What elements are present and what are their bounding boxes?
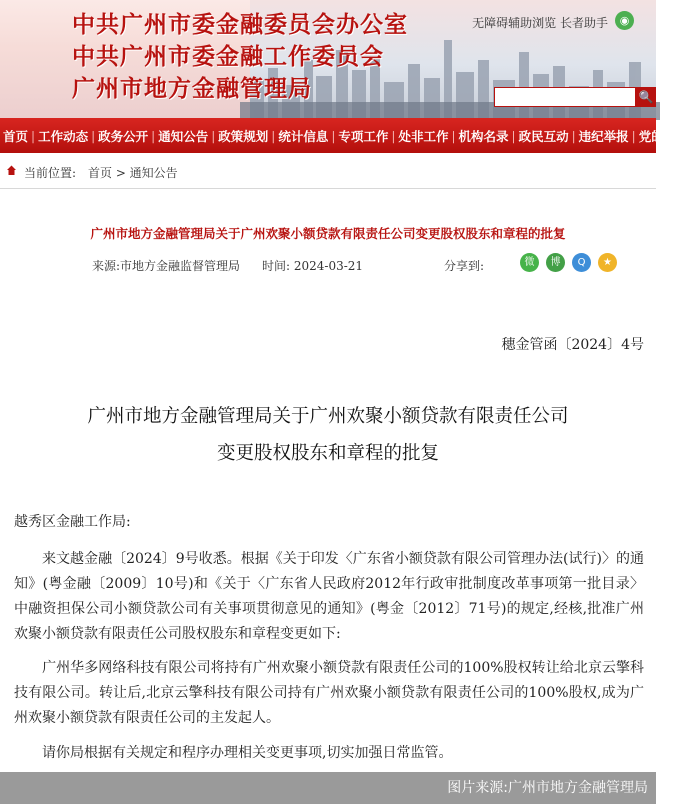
banner-title-line-3: 广州市地方金融管理局 bbox=[72, 76, 312, 102]
nav-item-interaction[interactable]: 政民互动 bbox=[518, 128, 569, 144]
breadcrumb-path[interactable]: 首页 > 通知公告 bbox=[88, 166, 178, 180]
nav-separator: | bbox=[391, 128, 396, 143]
nav-item-notices[interactable]: 通知公告 bbox=[158, 128, 209, 144]
wechat-icon[interactable]: ◉ bbox=[615, 11, 634, 30]
nav-item-policy[interactable]: 政策规划 bbox=[218, 128, 269, 144]
share-icons bbox=[520, 253, 617, 272]
nav-item-directory[interactable]: 机构名录 bbox=[458, 128, 509, 144]
nav-separator: | bbox=[31, 128, 36, 143]
location-icon bbox=[6, 165, 17, 176]
main-nav bbox=[0, 118, 689, 153]
nav-separator: | bbox=[571, 128, 576, 143]
nav-separator: | bbox=[511, 128, 516, 143]
nav-item-special-work[interactable]: 专项工作 bbox=[338, 128, 389, 144]
divider bbox=[0, 188, 656, 189]
nav-separator: | bbox=[211, 128, 216, 143]
header-banner bbox=[0, 0, 656, 118]
document-addressee: 越秀区金融工作局: bbox=[14, 514, 131, 530]
banner-title-line-1: 中共广州市委金融委员会办公室 bbox=[72, 12, 408, 38]
image-credit: 图片来源:广州市地方金融管理局 bbox=[0, 772, 656, 804]
document-paragraph-1: 来文越金融〔2024〕9号收悉。根据《关于印发〈广东省小额贷款有限公司管理办法(试行)〉的通知》(粤金融〔2009〕10号)和《关于〈广东省人民政府2012年行政审批制度改革事项第一批目录〉中融资担保公司小额贷款公司有关事项贯彻意见的通知》(粤金〔2012〕71号)的规定,经核,批准广州欢聚小额贷款有限责任公司股权股东和章程变更如下: bbox=[14, 551, 644, 642]
search-input[interactable] bbox=[494, 87, 636, 107]
document-number: 穗金管函〔2024〕4号 bbox=[501, 337, 644, 353]
share-label: 分享到: bbox=[444, 259, 485, 273]
article-title: 广州市地方金融管理局关于广州欢聚小额贷款有限责任公司变更股权股东和章程的批复 bbox=[90, 226, 566, 241]
nav-separator: | bbox=[271, 128, 276, 143]
breadcrumb bbox=[0, 160, 656, 182]
star-icon[interactable]: ★ bbox=[598, 253, 617, 272]
nav-item-work-news[interactable]: 工作动态 bbox=[38, 128, 89, 144]
article-time: 时间: 2024-03-21 bbox=[262, 259, 364, 273]
banner-title-line-2: 中共广州市委金融工作委员会 bbox=[72, 44, 384, 70]
accessibility-link[interactable]: 无障碍辅助浏览 长者助手 bbox=[472, 16, 608, 30]
search-icon[interactable]: 🔍 bbox=[636, 87, 656, 107]
document-title-line-1: 广州市地方金融管理局关于广州欢聚小额贷款有限责任公司 bbox=[87, 406, 569, 427]
document-title-line-2: 变更股权股东和章程的批复 bbox=[216, 443, 439, 464]
breadcrumb-label: 当前位置: bbox=[24, 166, 77, 180]
nav-item-home[interactable]: 首页 bbox=[3, 128, 29, 144]
qq-icon[interactable]: Q bbox=[572, 253, 591, 272]
document-paragraph-3: 请你局根据有关规定和程序办理相关变更事项,切实加强日常监管。 bbox=[14, 745, 453, 761]
nav-item-party[interactable]: 党的建设 bbox=[638, 128, 689, 144]
nav-item-statistics[interactable]: 统计信息 bbox=[278, 128, 329, 144]
nav-separator: | bbox=[331, 128, 336, 143]
nav-separator: | bbox=[91, 128, 96, 143]
wechat-icon[interactable]: 微 bbox=[520, 253, 539, 272]
nav-separator: | bbox=[451, 128, 456, 143]
nav-separator: | bbox=[631, 128, 636, 143]
weibo-icon[interactable]: 博 bbox=[546, 253, 565, 272]
nav-item-illegal-finance[interactable]: 处非工作 bbox=[398, 128, 449, 144]
nav-item-report[interactable]: 违纪举报 bbox=[578, 128, 629, 144]
article-source: 来源:市地方金融监督管理局 bbox=[92, 259, 241, 273]
document-paragraph-2: 广州华多网络科技有限公司将持有广州欢聚小额贷款有限责任公司的100%股权转让给北京云擎科技有限公司。转让后,北京云擎科技有限公司持有广州欢聚小额贷款有限责任公司的100%股权,成为广州欢聚小额贷款有限责任公司的主发起人。 bbox=[14, 660, 644, 726]
nav-separator: | bbox=[151, 128, 156, 143]
nav-item-gov-disclosure[interactable]: 政务公开 bbox=[98, 128, 149, 144]
